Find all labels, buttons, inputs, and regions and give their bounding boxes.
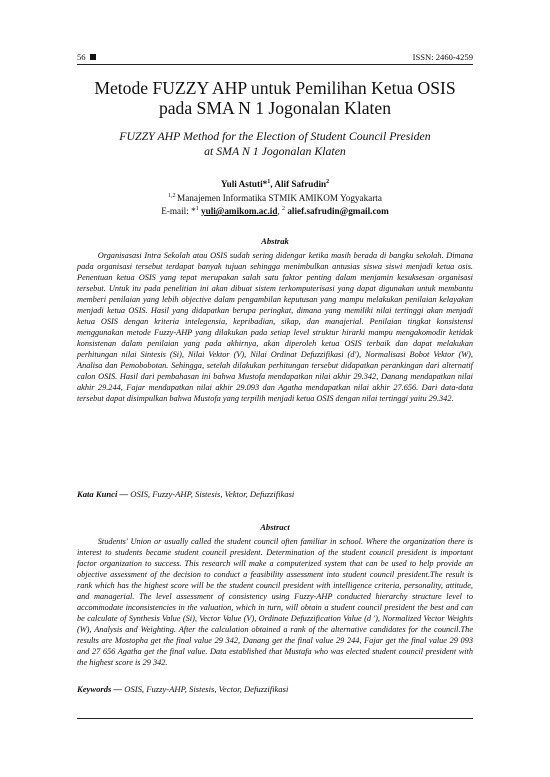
keywords-value: OSIS, Fuzzy-AHP, Sistesis, Vector, Defuzzifikasi bbox=[122, 684, 289, 694]
email-2-sup: 2 bbox=[282, 206, 286, 213]
abstract-body: Students' Union or usually called the student council often familiar in school. Where the organization there is interest to students became student council president. Determination of the student council president is important factor organization to success. This research will make a computerized system that can be used to help provide an objective assessment of the decision to conduct a feasibility assessment into student council president.The result is rank which has the highest score will be the student council president with intelligence criteria, personality, attitude, and managerial. The level assessment of consistency using Fuzzy-AHP conducted hierarchy structure level to accommodate inconsistencies in the valuation, which in turn, will obtain a student council president the best and can be calculate of Synthesis Value (Si), Vector Value (V), Ordinate Defuzzification Value (d '), Normalized Vector Weights (W), Analysis and Weighting. After the calculation obtained a rank of the alternative candidates for the council.The results are Mostopha get the final value 29 342, Danang get the final value 29 244, Fajar get the final value 29 093 and 27 656 Agatha get the final value. Data established that Mustafa who was elected student council president with the highest score is 29 342. bbox=[77, 537, 473, 667]
email-1-link[interactable]: yuli@amikom.ac.id bbox=[200, 206, 278, 217]
email-prefix: E-mail: * bbox=[161, 206, 196, 217]
page-header bbox=[77, 52, 473, 62]
email-1-sup: 1 bbox=[195, 206, 199, 213]
author-names bbox=[77, 177, 473, 191]
keywords bbox=[77, 684, 473, 694]
author-1: Yuli Astuti* bbox=[220, 179, 268, 190]
author-2: Alif Safrudin bbox=[274, 179, 327, 190]
abstrak-body: Organisasasi Intra Sekolah atau OSIS sudah sering didengar ketika masih berada di bangku sekolah. Dimana pada organisasi tersebut terdapat banyak tujuan sehingga menimbulkan antusias siswa siswi menjadi ketua osis. Penentuan ketua OSIS yang tepat merupakan salah satu faktor penting dalam menjamin kesuksesan organisasi tersebut. Untuk itu pada penelitian ini akan dibuat sistem terkomputerisasi yang dapat digunakan untuk membantu memberi penilaian yang lebih objective dalam pengambilan keputusan yang mampu melakukan penilaian kelayakan menjadi ketua OSIS. Hasil yang didapatkan berupa peringkat, dimana yang memiliki nilai tertinggi akan menjadi ketua OSIS dengan kriteria intelegensia, kepribadian, sikap, dan manajerial. Penilaian tingkat konsistensi menggunakan metode Fuzzy-AHP yang dilakukan pada setiap level struktur hirarki mampu mengakomodir ketidak konsistenan dalam penilaian yang pada akhirnya, akan diperoleh ketua OSIS terbaik dan dapat melakukan perhitungan nilai Sintesis (Si), Nilai Vektor (V), Nilai Ordinat Defuzzifikasi (d'), Normalisasi Bobot Vektor (W), Analisa dan Pemobobotan. Sehingga, setelah dilakukan perhitungan tersebut didapatkan perankingan dari alternatif calon OSIS. Hasil dari pembahasan ini bahwa Mustofa mendapatkan nilai akhir 29.342, Danang mendapatkan nilai akhir 29.244, Fajar mendapatkan nilai akhir 29.093 dan Agatha mendapatkan nilai akhir 27.656. Dari data-data tersebut dapat disimpulkan bahwa Mustofa yang terpilih menjadi ketua OSIS dengan nilai tertinggi yaitu 29.342. bbox=[77, 251, 473, 403]
title-en-line-1: FUZZY AHP Method for the Election of Student Council Presiden bbox=[119, 129, 431, 143]
footer-divider bbox=[77, 718, 473, 719]
kata-kunci bbox=[77, 489, 473, 499]
abstract-heading: Abstract bbox=[260, 522, 290, 532]
affiliation bbox=[77, 191, 473, 205]
square-bullet-icon bbox=[90, 54, 96, 60]
title-en-line-2: at SMA N 1 Jogonalan Klaten bbox=[204, 144, 346, 158]
kata-kunci-value: OSIS, Fuzzy-AHP, Sistesis, Vektor, Defuzzifikasi bbox=[128, 489, 295, 499]
abstrak-heading: Abstrak bbox=[261, 236, 289, 246]
paper-title-indonesian bbox=[77, 78, 473, 118]
email-2: alief.safrudin@gmail.com bbox=[287, 206, 389, 217]
header-divider bbox=[77, 64, 473, 65]
page-number: 56 bbox=[77, 52, 86, 62]
author-1-sup: 1 bbox=[267, 179, 271, 185]
title-line-2: pada SMA N 1 Jogonalan Klaten bbox=[158, 98, 392, 118]
author-separator: , bbox=[270, 179, 275, 190]
author-block bbox=[77, 177, 473, 218]
title-line-1: Metode FUZZY AHP untuk Pemilihan Ketua OSIS bbox=[94, 78, 456, 98]
paper-title-english bbox=[77, 129, 473, 159]
author-2-sup: 2 bbox=[326, 179, 330, 185]
issn: ISSN: 2460-4259 bbox=[412, 52, 473, 62]
page-number-group bbox=[77, 52, 96, 62]
affiliation-sup: 1,2 bbox=[168, 192, 178, 199]
email-separator: , bbox=[277, 206, 283, 217]
kata-kunci-label: Kata Kunci — bbox=[77, 489, 129, 499]
email-line bbox=[77, 204, 473, 218]
affiliation-text: Manajemen Informatika STMIK AMIKOM Yogyakarta bbox=[177, 192, 382, 203]
keywords-label: Keywords — bbox=[77, 684, 123, 694]
